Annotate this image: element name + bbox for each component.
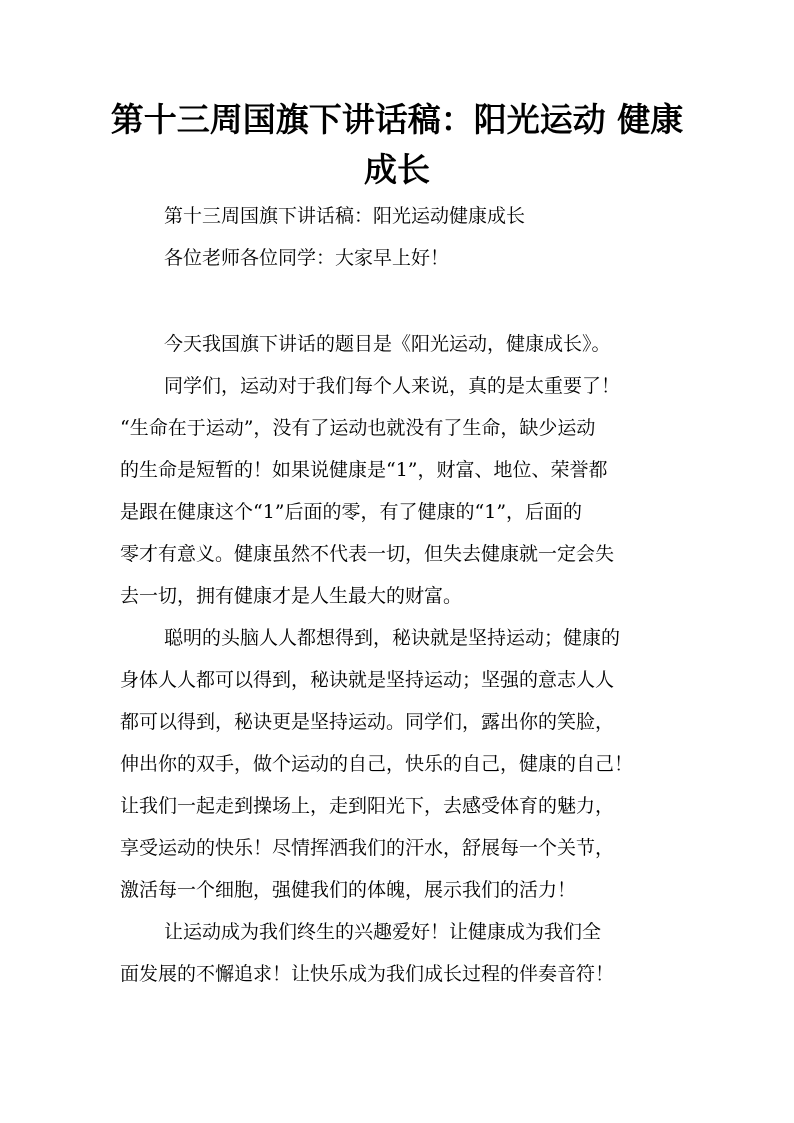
text-line: 今天我国旗下讲话的题目是《阳光运动，健康成长》。 (164, 333, 611, 355)
text-line: 面发展的不懈追求！让快乐成为我们成长过程的伴奏音符！ (120, 963, 615, 985)
text-line: 是跟在健康这个“1”后面的零，有了健康的“1”，后面的 (120, 501, 583, 523)
paragraph-subtitle (120, 195, 680, 237)
text-line: 各位老师各位同学：大家早上好！ (164, 247, 450, 269)
text-line: 零才有意义。健康虽然不代表一切，但失去健康就一定会失 (120, 543, 615, 565)
text-line: 同学们，运动对于我们每个人来说，真的是太重要了！ (164, 375, 621, 397)
paragraph-closing (120, 911, 680, 995)
paragraph-greeting (120, 237, 680, 279)
text-line: “生命在于运动”，没有了运动也就没有了生命，缺少运动 (120, 417, 596, 439)
document-body (120, 195, 680, 995)
document-title (110, 95, 684, 195)
text-line: 身体人人都可以得到，秘诀就是坚持运动；坚强的意志人人 (120, 669, 615, 691)
text-line: 享受运动的快乐！尽情挥洒我们的汗水，舒展每一个关节， (120, 837, 615, 859)
text-line: 都可以得到，秘诀更是坚持运动。同学们，露出你的笑脸， (120, 711, 615, 733)
title-line-2: 成长 (364, 150, 430, 189)
text-line: 去一切，拥有健康才是人生最大的财富。 (120, 585, 463, 607)
title-line-1: 第十三周国旗下讲话稿：阳光运动 健康 (110, 100, 684, 139)
paragraph-importance (120, 365, 680, 617)
text-line: 激活每一个细胞，强健我们的体魄，展示我们的活力！ (120, 879, 577, 901)
text-line: 让运动成为我们终生的兴趣爱好！让健康成为我们全 (164, 921, 602, 943)
blank-line (120, 279, 680, 321)
text-line: 第十三周国旗下讲话稿：阳光运动健康成长 (164, 205, 526, 227)
text-line: 的生命是短暂的！如果说健康是“1”，财富、地位、荣誉都 (120, 459, 608, 481)
paragraph-topic (120, 323, 680, 365)
text-line: 聪明的头脑人人都想得到，秘诀就是坚持运动；健康的 (164, 627, 621, 649)
paragraph-secret (120, 617, 680, 911)
text-line: 伸出你的双手，做个运动的自己，快乐的自己，健康的自己！ (120, 753, 634, 775)
text-line: 让我们一起走到操场上，走到阳光下，去感受体育的魅力， (120, 795, 615, 817)
